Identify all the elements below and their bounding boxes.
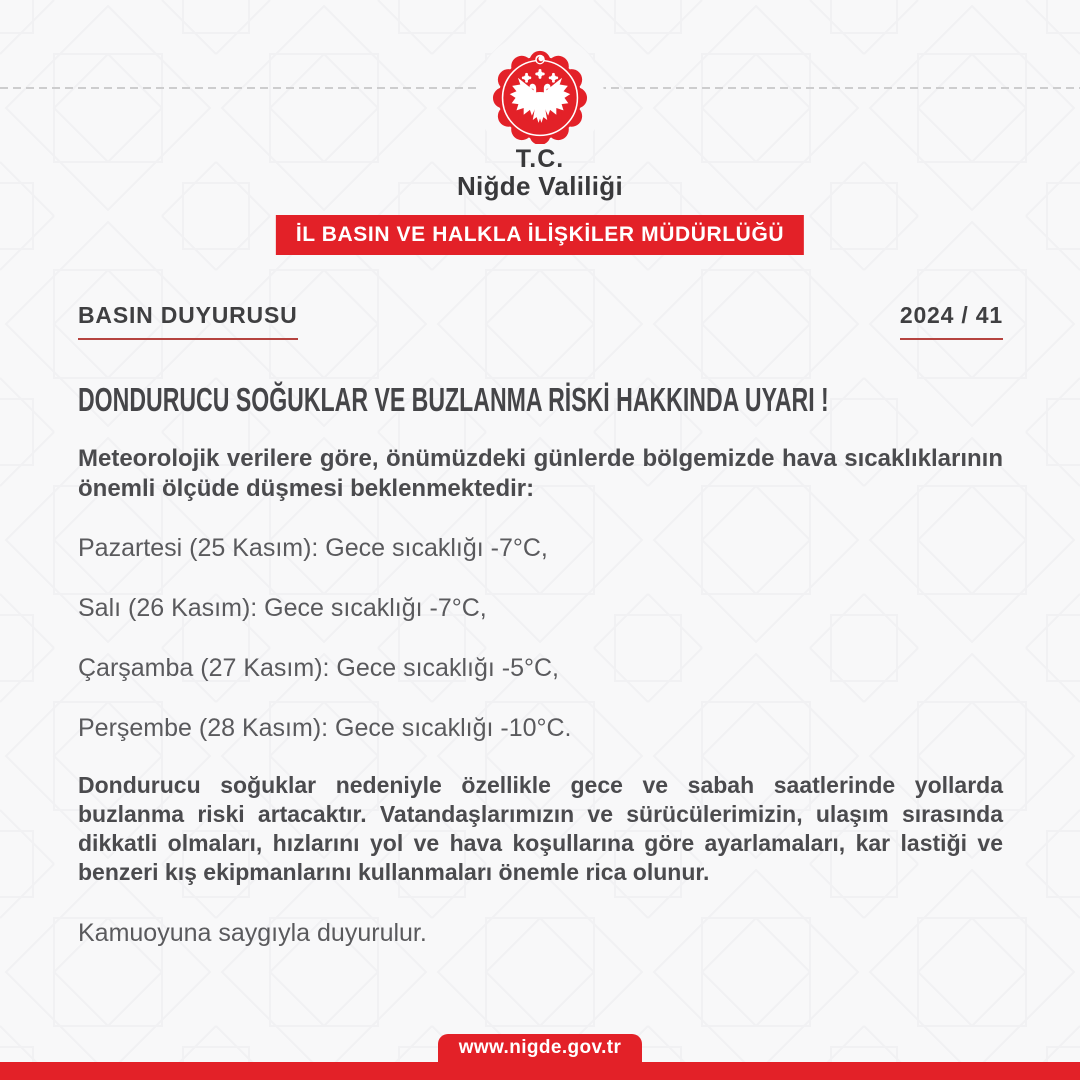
crescent-icon: [535, 55, 545, 65]
forecast-item: Çarşamba (27 Kasım): Gece sıcaklığı -5°C,: [78, 654, 559, 682]
forecast-item: Perşembe (28 Kasım): Gece sıcaklığı -10°C.: [78, 714, 572, 742]
forecast-list: [78, 533, 1003, 773]
org-name: Niğde Valiliği: [456, 171, 623, 202]
org-prefix: T.C.: [515, 145, 565, 173]
announcement-title: DONDURUCU SOĞUKLAR VE BUZLANMA RİSKİ HAKKINDA UYARI !: [78, 381, 829, 418]
forecast-item: Pazartesi (25 Kasım): Gece sıcaklığı -7°C,: [78, 534, 548, 562]
doc-number-label: 2024 / 41: [900, 302, 1003, 340]
warning-paragraph: Dondurucu soğuklar nedeniyle özellikle gece ve sabah saatlerinde yollarda buzlanma riski artacaktır. Vatandaşlarımızın ve sürücülerimizin, ulaşım sırasında dikkatli olmaları, hızlarını yol ve hava koşullarına göre ayarlamaları, kar lastiği ve benzeri kış ekipmanlarını kullanmaları önemle rica olunur.: [78, 772, 1003, 885]
nigde-governorship-seal-icon: [492, 48, 588, 144]
department-banner: İL BASIN VE HALKLA İLİŞKİLER MÜDÜRLÜĞÜ: [276, 215, 804, 255]
closing-line: Kamuoyuna saygıyla duyurulur.: [78, 919, 427, 947]
organization-title: [0, 146, 1080, 201]
announcement-intro: Meteorolojik verilere göre, önümüzdeki günlerde bölgemizde hava sıcaklıklarının önemli ölçüde düşmesi beklenmektedir:: [78, 445, 1003, 502]
document-meta-row: [78, 302, 1003, 340]
website-link[interactable]: www.nigde.gov.tr: [438, 1034, 642, 1062]
footer-red-bar: [0, 1062, 1080, 1080]
forecast-item: Salı (26 Kasım): Gece sıcaklığı -7°C,: [78, 594, 487, 622]
doc-type-label: BASIN DUYURUSU: [78, 302, 298, 340]
